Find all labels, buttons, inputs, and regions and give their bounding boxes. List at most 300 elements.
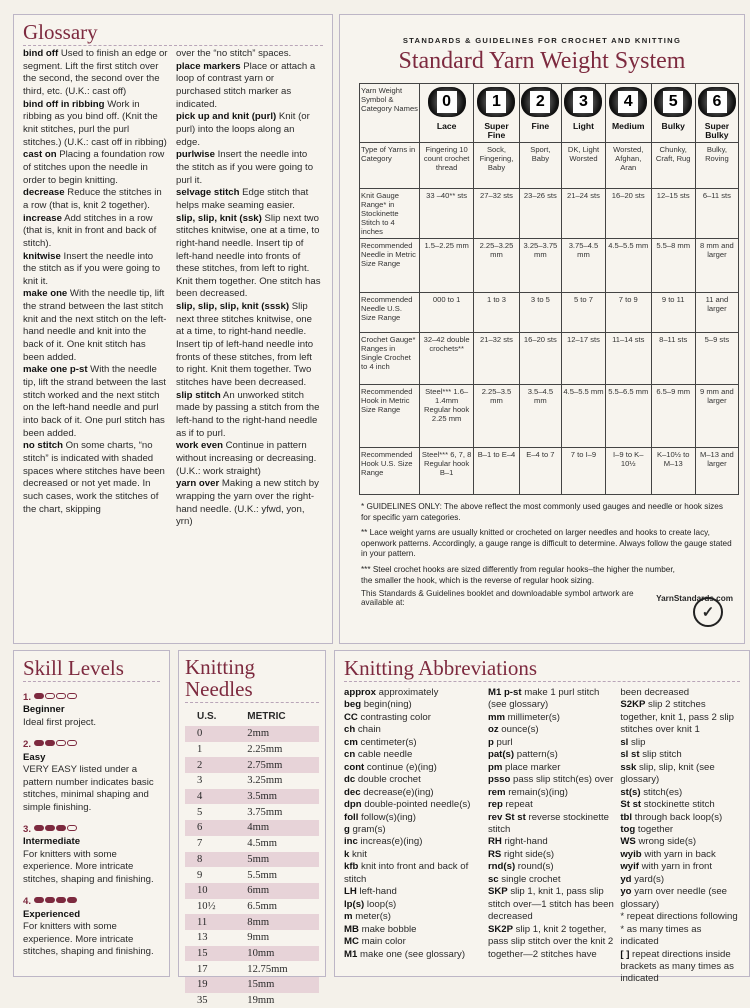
level-description: Ideal first project. (23, 716, 97, 728)
table-cell: Sock, Fingering, Baby (474, 143, 519, 189)
abbreviation-term: SKP (487, 886, 508, 898)
glossary-definition: On some charts, “no stitch” is indicated with shaded spaces where stitches have been decreased or not yet made. In such cases, work the stitches of the chart, skipping (23, 440, 165, 515)
needle-size-row (185, 930, 319, 946)
abbreviation-entry (344, 749, 480, 761)
abbreviation-meaning: * repeat directions following * as many times as indicated (620, 911, 738, 948)
weight-number: 1 (486, 91, 506, 113)
yarn-table-row (360, 189, 739, 239)
abbreviation-term: LH (344, 886, 357, 898)
abbreviations-panel (334, 650, 750, 985)
abbreviation-entry (344, 949, 480, 961)
glossary-entry (23, 440, 168, 516)
skill-level-heading (23, 895, 160, 908)
needle-size-row (185, 742, 319, 758)
skill-level (23, 691, 160, 729)
weight-cell-0 (420, 84, 474, 143)
table-cell: Steel*** 1.6–1.4mm Regular hook 2.25 mm (420, 385, 474, 448)
needle-size-row (185, 899, 319, 915)
us-size: 11 (185, 914, 235, 930)
table-cell: 1.5–2.25 mm (420, 239, 474, 293)
abbreviation-term: dpn (344, 799, 362, 811)
abbreviation-term: S2KP (620, 699, 646, 711)
table-cell: 16–20 sts (519, 333, 561, 385)
metric-size: 5.5mm (247, 869, 278, 881)
metric-size: 2mm (235, 726, 319, 742)
abbreviation-term: RH (487, 836, 502, 848)
abbreviation-entry (488, 812, 614, 837)
abbreviation-term: foll (344, 811, 359, 823)
abbreviation-term: kfb (344, 861, 359, 873)
abbreviation-term: beg (344, 699, 362, 711)
weight-cell-6 (695, 84, 738, 143)
glossary-entry (23, 187, 168, 212)
weight-name: Bulky (661, 121, 685, 131)
abbreviation-meaning: make bobble (358, 923, 417, 935)
table-cell: Bulky, Roving (695, 143, 738, 189)
us-size: 9 (197, 869, 203, 881)
glossary-entry (176, 149, 321, 187)
abbreviation-term: MB (344, 923, 359, 935)
abbreviation-term: mm (487, 711, 506, 723)
table-cell: 33 –40** sts (420, 189, 474, 239)
abbreviation-term: M1 p-st (487, 687, 522, 698)
table-cell: 4.5–5.5 mm (562, 385, 606, 448)
abbreviation-entry (344, 886, 480, 898)
abbreviation-entry (620, 911, 740, 948)
abbreviation-meaning: follow(s)(ing) (358, 811, 416, 823)
us-size: 4 (185, 789, 235, 805)
skill-level-list (23, 691, 160, 959)
difficulty-meter-icon (34, 823, 78, 836)
abbreviation-entry (344, 699, 480, 711)
yarn-table-row (360, 143, 739, 189)
us-size: 1 (197, 744, 203, 756)
glossary-term: slip stitch (176, 389, 221, 401)
abbreviation-meaning: stitch(es) (640, 786, 683, 798)
table-cell: 12–17 sts (562, 333, 606, 385)
glossary-definition: Add stitches in a row (that is, knit in front and back of stitch). (23, 212, 157, 249)
row-label: Crochet Gauge* Ranges in Single Crochet to 4 inch (360, 333, 420, 385)
abbreviation-entry (344, 762, 480, 774)
abbreviation-entry (344, 787, 480, 799)
yarn-table-row (360, 293, 739, 333)
abbreviation-meaning: meter(s) (352, 911, 391, 923)
note-steel: *** Steel crochet hooks are sized differently from regular hooks–the higher the number, the smaller the hook, which is the reverse of regular hook sizing. (361, 564, 675, 585)
glossary-definition: Making a new stitch by wrapping the yarn over the right-hand needle. (U.K.: yfwd, yon, yrn) (176, 478, 319, 528)
abbreviation-term: st(s) (620, 786, 641, 798)
table-cell: Worsted, Afghan, Aran (605, 143, 651, 189)
glossary-definition: Knit (or purl) into the loops along an edge. (176, 111, 310, 148)
abbreviation-term: MC (344, 936, 359, 948)
yarn-table-row (360, 448, 739, 495)
weight-number: 6 (707, 91, 727, 113)
abbreviation-meaning: slip 1, knit 2 together, pass slip stitch over the knit 2 together—2 stitches have (487, 923, 614, 960)
glossary-term: decrease (23, 187, 65, 199)
abbreviation-meaning: slip stitch (639, 749, 682, 761)
table-cell: 2.25–3.5 mm (474, 385, 519, 448)
glossary-definition: Place or attach a loop of contrast yarn or purchased stitch marker as indicated. (176, 60, 316, 110)
abbreviation-term: lp(s) (344, 898, 365, 910)
metric-size: 3.5mm (235, 789, 319, 805)
glossary-entry (23, 48, 168, 99)
abbreviation-term: yo (620, 886, 632, 898)
glossary-entry (176, 390, 321, 441)
abbreviation-entry (488, 712, 614, 724)
abbreviation-term: SK2P (487, 923, 514, 935)
abbreviation-term: psso (487, 774, 511, 786)
us-size: 2 (185, 757, 235, 773)
yarn-weight-symbol-icon (428, 87, 466, 117)
needle-size-row (185, 867, 319, 883)
glossary-term: make one p-st (23, 364, 88, 376)
glossary-column-2 (176, 48, 321, 529)
abbreviation-meaning: make 1 purl stitch (see glossary) (487, 687, 600, 711)
metric-size: 6mm (235, 883, 319, 899)
glossary-entry (176, 440, 321, 478)
table-cell: 4.5–5.5 mm (605, 239, 651, 293)
abbreviation-entry (488, 886, 614, 923)
standards-title: Standard Yarn Weight System (398, 48, 686, 74)
weight-cell-4 (605, 84, 651, 143)
us-size: 7 (197, 838, 203, 850)
us-size: 5 (197, 806, 203, 818)
us-size: 19 (185, 977, 235, 993)
glossary-term: work even (176, 440, 223, 452)
yarn-table-row (360, 239, 739, 293)
abbreviation-term: p (487, 736, 494, 748)
yarn-weight-symbol-icon (564, 87, 602, 117)
abbreviation-entry (620, 874, 740, 886)
abbreviation-meaning: approximately (376, 687, 439, 698)
abbreviation-meaning: right side(s) (501, 848, 555, 860)
abbreviation-term: dec (344, 786, 361, 798)
table-cell: 21–24 sts (562, 189, 606, 239)
metric-size: 9mm (247, 932, 270, 944)
level-name: Beginner (23, 704, 65, 716)
yarn-weight-symbol-icon (477, 87, 515, 117)
metric-size: 4.5mm (247, 838, 278, 850)
abbreviation-meaning: gram(s) (349, 823, 386, 835)
glossary-term: place markers (176, 60, 241, 72)
level-description: For knitters with some experience. More intricate stitches, shaping and finishing. (23, 921, 154, 958)
glossary-definition: Slip next two stitches knitwise, one at a time, to right-hand needle. Insert tip of left-hand needle into fronts of these stitches, from left to right. Knit them together. One stitch has been decreased. (176, 212, 321, 300)
footer-url[interactable]: YarnStandards.com (656, 593, 733, 603)
needles-title: Knitting Needles (185, 655, 256, 701)
glossary-term: increase (23, 212, 62, 224)
glossary-definition: Insert the needle into the stitch as if you were going to purl it. (176, 149, 314, 186)
abbreviation-meaning: round(s) (515, 861, 554, 873)
metric-size: 10mm (235, 946, 319, 962)
abbreviation-meaning: yard(s) (631, 873, 665, 885)
abbreviation-term: approx (344, 687, 376, 698)
glossary-definition: With the needle tip, lift the strand between the last stitch knit and the next stitch on the left-hand needle and knit into the back of it. One knit stitch has been added. (23, 288, 167, 363)
table-cell: I–9 to K–10½ (605, 448, 651, 495)
skill-level (23, 738, 160, 814)
abbreviation-term: rev St st (487, 811, 526, 823)
abbreviations-title: Knitting Abbreviations (344, 656, 538, 680)
weight-cell-1 (474, 84, 519, 143)
yarn-table-row (360, 385, 739, 448)
table-cell: Chunky, Craft, Rug (651, 143, 695, 189)
abbreviation-meaning: left-hand (356, 886, 397, 898)
abbreviation-meaning: knit (349, 848, 367, 860)
row-label: Recommended Needle in Metric Size Range (360, 239, 420, 293)
glossary-term: bind off (23, 48, 59, 59)
table-cell: 11 and larger (695, 293, 738, 333)
needle-size-row (185, 820, 319, 836)
skill-level-heading (23, 691, 160, 704)
weight-name: Light (572, 121, 594, 131)
col-us-header: U.S. (197, 711, 217, 722)
metric-size: 12.75mm (247, 963, 288, 975)
divider (23, 681, 160, 682)
abbreviation-term: sl st (620, 749, 640, 761)
glossary-panel (13, 14, 333, 644)
abbr-column-2 (488, 687, 614, 986)
us-size: 8 (185, 852, 235, 868)
difficulty-meter-icon (34, 738, 78, 751)
abbreviation-entry (620, 737, 740, 749)
glossary-entry (176, 61, 321, 112)
abbreviation-entry (344, 899, 480, 911)
footer-text: This Standards & Guidelines booklet and downloadable symbol artwork are available at: (361, 589, 634, 608)
glossary-definition: Work in ribbing as you bind off. (Knit the knit stitches, purl the purl stitches.) (U.K.: cast off in ribbing) (23, 98, 167, 148)
abbreviation-entry (488, 924, 614, 961)
row-label: Knit Gauge Range* in Stockinette Stitch to 4 inches (360, 189, 420, 239)
abbreviation-meaning: increas(e)(ing) (357, 836, 423, 848)
abbreviation-term: g (344, 823, 350, 835)
table-cell: 6.5–9 mm (651, 385, 695, 448)
glossary-entry (176, 48, 321, 61)
weight-name: Fine (531, 121, 550, 131)
glossary-definition: An unworked stitch made by passing a stitch from the left-hand to the right-hand needle as if to purl. (176, 389, 320, 439)
abbreviation-entry (344, 737, 480, 749)
abbreviation-meaning: reverse stockinette stitch (487, 811, 610, 835)
abbreviation-meaning: with yarn in front (639, 861, 713, 873)
abbreviation-entry (344, 712, 480, 724)
metric-size: 5mm (235, 852, 319, 868)
glossary-entry (176, 187, 321, 212)
abbreviation-entry (344, 849, 480, 861)
yarn-weight-symbol-icon (698, 87, 736, 117)
needle-size-row (185, 726, 319, 742)
abbreviation-meaning: right-hand (501, 836, 548, 848)
glossary-entry (176, 478, 321, 529)
glossary-term: slip, slip, knit (ssk) (176, 212, 262, 224)
abbreviation-meaning: loop(s) (364, 898, 397, 910)
needle-size-row (185, 773, 319, 789)
metric-size: 3.75mm (247, 806, 283, 818)
table-cell: B–1 to E–4 (474, 448, 519, 495)
us-size: 10 (185, 883, 235, 899)
abbreviation-term: cm (344, 736, 358, 748)
abbreviation-term: wyif (620, 861, 639, 873)
needle-size-row (185, 757, 319, 773)
abbreviation-entry (344, 911, 480, 923)
abbreviation-term: M1 (344, 948, 358, 960)
header-label: Yarn Weight Symbol & Category Names (360, 84, 420, 143)
abbreviation-term: pat(s) (487, 749, 515, 761)
table-cell: 27–32 sts (474, 189, 519, 239)
glossary-column-1 (23, 48, 168, 529)
needle-size-row (185, 977, 319, 993)
glossary-definition: Used to finish an edge or segment. Lift the first stitch over the second, the second over the third, etc. (U.K.: cast off) (23, 48, 168, 97)
table-cell: 11–14 sts (605, 333, 651, 385)
abbreviation-entry (344, 924, 480, 936)
yarn-weight-symbol-icon (654, 87, 692, 117)
abbreviation-term: CC (344, 711, 358, 723)
abbreviation-term: oz (487, 724, 499, 736)
abbreviation-meaning: chain (355, 724, 381, 736)
table-cell: 9 mm and larger (695, 385, 738, 448)
weight-number: 4 (618, 91, 638, 113)
glossary-term: no stitch (23, 440, 63, 452)
glossary-definition: Insert the needle into the stitch as if you were going to knit it. (23, 250, 161, 287)
abbreviation-entry (620, 824, 740, 836)
abbreviation-meaning: wrong side(s) (635, 836, 697, 848)
abbreviation-entry (488, 737, 614, 749)
needle-size-row (185, 946, 319, 962)
level-number: 4. (23, 896, 32, 908)
abbreviation-entry (488, 836, 614, 848)
abbreviation-entry (488, 799, 614, 811)
metric-size: 19mm (247, 995, 275, 1007)
yarn-standards-panel (339, 14, 745, 644)
skill-levels-panel (13, 650, 170, 977)
table-cell: 8–11 sts (651, 333, 695, 385)
skill-level-heading (23, 823, 160, 836)
abbreviation-meaning: centimeter(s) (357, 736, 417, 748)
glossary-entry (176, 111, 321, 149)
table-cell: 5 to 7 (562, 293, 606, 333)
metric-size: 15mm (235, 977, 319, 993)
abbreviation-meaning: place marker (502, 761, 561, 773)
abbreviation-meaning: slip 2 stitches together, knit 1, pass 2 slip stitches over knit 1 (620, 699, 734, 736)
abbreviation-entry (488, 762, 614, 774)
level-name: Intermediate (23, 836, 81, 848)
weight-name: Medium (612, 121, 645, 131)
abbreviation-term: dc (344, 774, 356, 786)
metric-size: 4mm (235, 820, 319, 836)
row-label: Recommended Hook in Metric Size Range (360, 385, 420, 448)
metric-size: 8mm (235, 914, 319, 930)
standards-footer (361, 589, 733, 607)
abbreviation-meaning: single crochet (498, 873, 561, 885)
knitting-needles-panel (178, 650, 326, 1007)
table-cell: 8 mm and larger (695, 239, 738, 293)
weight-number: 5 (663, 91, 683, 113)
abbreviation-entry (620, 949, 740, 986)
abbreviation-entry (488, 874, 614, 886)
weight-cell-3 (562, 84, 606, 143)
table-cell: M–13 and larger (695, 448, 738, 495)
weight-number: 2 (530, 91, 550, 113)
skill-level-heading (23, 738, 160, 751)
level-description: VERY EASY listed under a pattern number indicates basic stitches, minimal shaping and simple finishing. (23, 764, 154, 813)
standards-supertitle: STANDARDS & GUIDELINES FOR CROCHET AND KNITTING (402, 36, 682, 45)
abbreviation-meaning: through back loop(s) (632, 811, 723, 823)
abbreviation-meaning: been decreased (620, 687, 690, 698)
difficulty-meter-icon (34, 691, 78, 704)
abbreviation-entry (488, 774, 614, 786)
skill-title: Skill Levels (23, 656, 124, 680)
level-number: 1. (23, 691, 32, 703)
table-cell: 000 to 1 (420, 293, 474, 333)
weight-number: 0 (437, 91, 457, 113)
abbreviation-meaning: knit into front and back of stitch (344, 861, 469, 885)
note-lace: ** Lace weight yarns are usually knitted or crocheted on larger needles and hooks to create lacy, openwork patterns. Accordingly, a gauge range is difficult to determine. Always follow the gauge stated in your pattern. (361, 528, 732, 559)
abbreviation-entry (488, 787, 614, 799)
abbr-column-3 (620, 687, 740, 986)
row-label: Recommended Needle U.S. Size Range (360, 293, 420, 333)
abbr-column-1 (344, 687, 480, 986)
abbreviation-entry (620, 762, 740, 787)
needle-size-row (185, 804, 319, 820)
abbreviation-term: m (344, 911, 353, 923)
table-cell: 23–26 sts (519, 189, 561, 239)
level-number: 2. (23, 739, 32, 751)
glossary-term: bind off in ribbing (23, 98, 105, 110)
abbreviation-meaning: slip (628, 736, 646, 748)
glossary-definition: over the “no stitch” spaces. (176, 48, 292, 59)
glossary-term: selvage stitch (176, 187, 240, 199)
glossary-term: pick up and knit (purl) (176, 111, 277, 123)
weight-number: 3 (573, 91, 593, 113)
note-guidelines: * GUIDELINES ONLY: The above reflect the most commonly used gauges and needle or hook sizes for specific yarn categories. (361, 502, 723, 522)
divider (344, 681, 740, 682)
abbreviation-term: inc (344, 836, 358, 848)
glossary-definition: Continue in pattern without increasing or decreasing. (U.K.: work straight) (176, 440, 317, 477)
abbreviation-meaning: millimeter(s) (505, 711, 560, 723)
yarn-weight-symbol-icon (521, 87, 559, 117)
abbreviation-term: ssk (620, 761, 637, 773)
row-label: Recommended Hook U.S. Size Range (360, 448, 420, 495)
abbreviation-meaning: make one (see glossary) (357, 948, 466, 960)
table-cell: 1 to 3 (474, 293, 519, 333)
abbreviation-entry (344, 936, 480, 948)
level-name: Experienced (23, 908, 81, 920)
abbreviation-entry (344, 812, 480, 824)
weight-name: Super Bulky (704, 121, 730, 140)
abbreviation-term: rem (487, 786, 506, 798)
abbreviation-term: cont (344, 761, 365, 773)
abbreviation-entry (344, 824, 480, 836)
abbreviation-meaning: purl (493, 736, 513, 748)
yarn-table-row (360, 333, 739, 385)
us-size: 6 (185, 820, 235, 836)
table-cell: 7 to 9 (605, 293, 651, 333)
glossary-term: cast on (23, 149, 57, 161)
abbreviation-term: k (344, 848, 350, 860)
abbreviation-entry (620, 849, 740, 861)
yarn-weight-symbol-icon (609, 87, 647, 117)
weight-name: Super Fine (484, 121, 509, 140)
abbreviation-term: sc (487, 873, 499, 885)
table-cell: 6–11 sts (695, 189, 738, 239)
abbreviation-meaning: with yarn in back (641, 848, 716, 860)
abbreviation-term: St st (620, 799, 642, 811)
glossary-entry (176, 301, 321, 390)
table-cell: 7 to I–9 (562, 448, 606, 495)
table-cell: Sport, Baby (519, 143, 561, 189)
table-cell: 2.25–3.25 mm (474, 239, 519, 293)
glossary-term: slip, slip, slip, knit (sssk) (176, 301, 290, 313)
us-size: 15 (185, 946, 235, 962)
table-cell: 3 to 5 (519, 293, 561, 333)
abbreviation-meaning: continue (e)(ing) (364, 761, 437, 773)
metric-size: 2.25mm (247, 744, 283, 756)
abbreviation-term: tbl (620, 811, 633, 823)
